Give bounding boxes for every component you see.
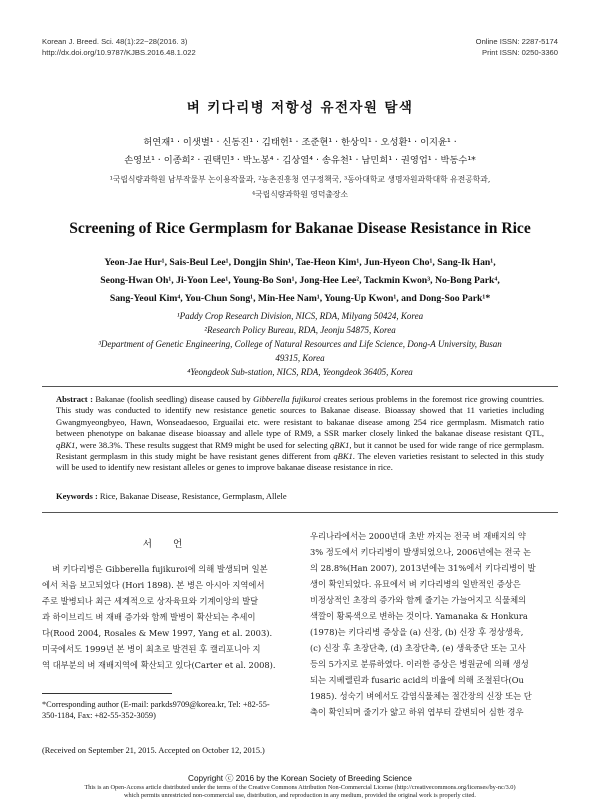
intro-right-line: 1985). 성숙기 벼에서도 감염식물체는 절간장의 신장 또는 단 — [310, 691, 532, 701]
intro-right-line: 3% 정도에서 키다리병이 발생되었으나, 2006년에는 전국 논 — [310, 547, 532, 557]
intro-left-line: 역 대부분의 벼 재배지역에 확산되고 있다(Carter et al. 2008). — [42, 660, 276, 670]
abstract-text-4: , but it cannot be used for wide range of rice germplasm. Resistant germplasm in this study might be have resistant genes different from — [56, 439, 545, 462]
copyright-notice: Copyright ⓒ 2016 by the Korean Society of Breeding Science — [188, 774, 412, 783]
korean-affiliation-line1: ¹국립식량과학원 남부작물부 논이용작물과, ²농촌진흥청 연구정책국, ³동아대학교 생명자원과학대학 유전공학과, — [109, 175, 491, 184]
intro-right-line: 우리나라에서는 2000년대 초반 까지는 전국 벼 재배지의 약 — [310, 531, 526, 541]
corresponding-author-line1: *Corresponding author (E-mail: parkds9709@korea.kr, Tel: +82-55- — [42, 700, 270, 709]
korean-affiliation-line2: ⁴국립식량과학원 영덕출장소 — [252, 190, 348, 199]
english-affiliation-3b: 49315, Korea — [275, 353, 325, 363]
intro-right-line: 등의 5가지로 분류하였다. 이러한 증상은 병원균에 의해 생성 — [310, 659, 529, 669]
abstract-gene-3: qBK1 — [333, 451, 353, 462]
abstract-gene-1: qBK1 — [56, 439, 76, 450]
english-affiliation-1: ¹Paddy Crop Research Division, NICS, RDA, Milyang 50424, Korea — [176, 311, 424, 321]
english-affiliation-4: ⁴Yeongdeok Sub-station, NICS, RDA, Yeongdeok 36405, Korea — [187, 367, 413, 377]
keywords-label: Keywords : — [56, 491, 98, 501]
english-authors-line2: Seong-Hwan Oh¹, Ji-Yoon Lee¹, Young-Bo Son¹, Jong-Hee Lee², Tackmin Kwon³, No-Bong Park⁴, — [100, 275, 500, 286]
abstract-top-rule — [42, 386, 558, 387]
corresponding-author-line2: 350-1184, Fax: +82-55-352-3059) — [42, 711, 156, 720]
english-affiliation-2: ²Research Policy Bureau, RDA, Jeonju 54875, Korea — [204, 325, 396, 335]
intro-left-line: 주로 발병되나 최근 세계적으로 상자육묘와 기계이앙의 발달 — [42, 596, 259, 606]
keywords — [56, 491, 544, 501]
intro-right-line: (1978)는 키다리병 증상을 (a) 신장, (b) 신장 후 정상생육, — [310, 627, 524, 637]
journal-citation: Korean J. Breed. Sci. 48(1):22~28(2016. 3) — [42, 37, 188, 46]
abstract-bottom-rule — [42, 512, 558, 513]
abstract-gene-2: qBK1 — [330, 439, 350, 450]
intro-left-line: 다(Rood 2004, Rosales & Mew 1997, Yang et al. 2003). — [42, 628, 273, 638]
keywords-text: Rice, Bakanae Disease, Resistance, Germplasm, Allele — [99, 491, 287, 501]
korean-authors-line1: 허연재¹ · 이샛별¹ · 신동진¹ · 김태헌¹ · 조준현¹ · 한상익¹ · 오성환¹ · 이지윤¹ · — [143, 137, 457, 148]
english-affiliation-3a: ³Department of Genetic Engineering, College of Natural Resources and Life Science, Dong-A University, Busan — [98, 339, 502, 349]
intro-left-line: 미국에서도 1999년 본 병이 최초로 발견된 후 캘리포니아 지 — [42, 644, 261, 654]
online-issn: Online ISSN: 2287-5174 — [475, 37, 558, 46]
intro-right-line: 비정상적인 초장의 증가와 함께 줄기는 가늘어지고 식물체의 — [310, 595, 527, 605]
intro-left-column — [42, 561, 298, 673]
corresponding-author — [42, 699, 298, 721]
intro-right-column — [310, 528, 560, 720]
license-line2: which permits unrestricted non-commercial use, distribution, and reproduction in any medium, provided the original work is properly cited. — [123, 792, 476, 799]
abstract — [56, 394, 544, 474]
footnote-rule — [42, 693, 172, 694]
intro-right-line: 되는 지베렐린과 fusaric acid의 비율에 의해 조절된다(Ou — [310, 675, 524, 685]
intro-left-line: 과 하이브리드 벼 재배 증가와 함께 발병이 확산되는 추세이 — [42, 612, 256, 622]
abstract-text-1: Bakanae (foolish seedling) disease caused by — [95, 394, 251, 404]
print-issn: Print ISSN: 0250-3360 — [482, 48, 558, 57]
intro-right-line: 축이 확인되며 줄기가 얇고 하위 엽부터 갈변되어 심한 경우 — [310, 707, 524, 717]
intro-left-line: 에서 처음 보고되었다 (Hori 1898). 본 병은 아시아 지역에서 — [42, 580, 265, 590]
abstract-text-5: . The eleven varieties resistant to selected in this study will be used to identify new resistant alleles or genes to improve bakanae disease resistance in rice. — [56, 451, 544, 473]
english-authors-line3: Sang-Yeoul Kim⁴, You-Chun Song¹, Min-Hee Nam¹, Young-Up Kwon¹, and Dong-Soo Park¹* — [109, 293, 491, 304]
korean-authors-line2: 손영보¹ · 이종희² · 권택민³ · 박노봉⁴ · 김상열⁴ · 송유천¹ · 남민희¹ · 권영업¹ · 박동수¹* — [124, 155, 476, 166]
abstract-label: Abstract : — [56, 394, 93, 404]
intro-right-line: 생이 확인되었다. 유묘에서 벼 키다리병의 일반적인 증상은 — [310, 579, 521, 589]
intro-left-line: 벼 키다리병은 Gibberella fujikuroi에 의해 발생되며 일본 — [52, 564, 268, 574]
abstract-text-2: creates serious problems in the foremost rice growing countries. This study was conducted to identify new resistance genetic sources to Bakanae disease. Bioassay showed that 11 varieties including Gwangmyeongbyeo, Hawn, Wonseadaesoo, Erguailai etc. were resistant to bakanae disease among 254 rice germplasm. Mismatch ratio between phenotype on bakanae disease bioassay and allele type of RM9, a SSR marker closely linked the bakanae disease resistant QTL, — [56, 394, 545, 439]
received-dates: (Received on September 21, 2015. Accepted on October 12, 2015.) — [42, 746, 265, 755]
doi-link[interactable]: http://dx.doi.org/10.9787/KJBS.2016.48.1.022 — [42, 48, 196, 57]
abstract-species: Gibberella fujikuroi — [253, 394, 322, 404]
license-line1: This is an Open-Access article distributed under the terms of the Creative Commons Attribution Non-Commercial License (http://creativecommons.org/licenses/by-nc/3.0) — [84, 784, 516, 791]
english-authors-line1: Yeon-Jae Hur¹, Sais-Beul Lee¹, Dongjin Shin¹, Tae-Heon Kim¹, Jun-Hyeon Cho¹, Sang-Ik Han¹, — [104, 257, 496, 268]
intro-heading: 서 언 — [142, 539, 192, 550]
intro-right-line: 색깔이 황록색으로 변하는 것이다. Yamanaka & Honkura — [310, 611, 528, 621]
abstract-text-3: , were 38.3%. These results suggest that RM9 might be used for selecting — [75, 439, 328, 450]
intro-right-line: 의 28.8%(Han 2007), 2013년에는 31%에서 키다리병이 발 — [310, 563, 536, 573]
intro-right-line: (c) 신장 후 초장단축, (d) 초장단축, (e) 생육중단 또는 고사 — [310, 643, 526, 653]
license-notice — [30, 784, 570, 800]
korean-title: 벼 키다리병 저항성 유전자원 탐색 — [186, 100, 414, 116]
english-title: Screening of Rice Germplasm for Bakanae Disease Resistance in Rice — [69, 220, 531, 237]
